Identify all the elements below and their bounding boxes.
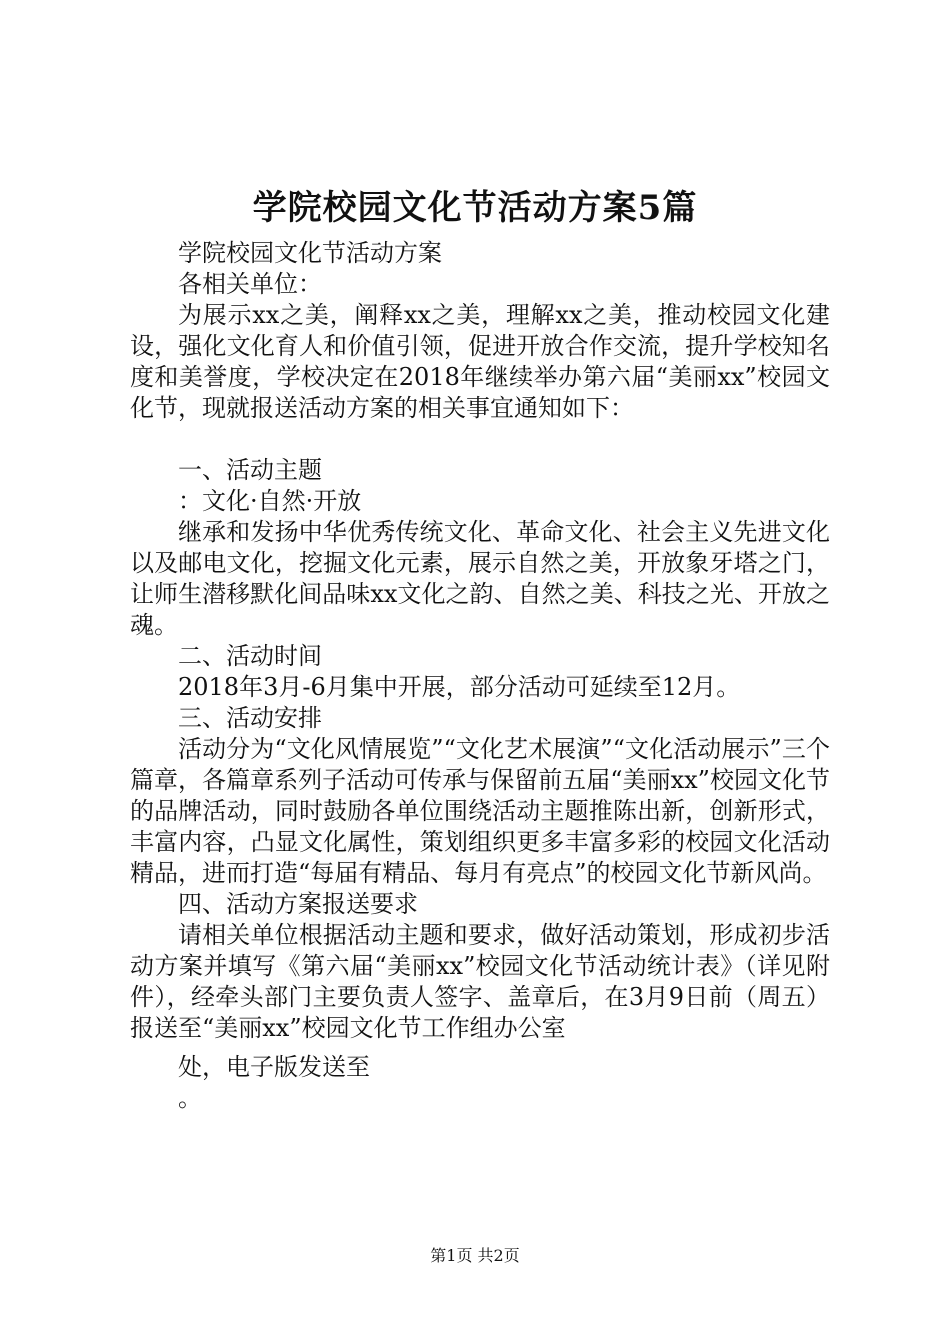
paragraph-gap [130,424,830,455]
document-title: 学院校园文化节活动方案5篇 [252,188,698,228]
office-line: 处，电子版发送至 [178,1053,370,1081]
intro-paragraph: 为展示xx之美，阐释xx之美，理解xx之美，推动校园文化建设，强化文化育人和价值引领，促进开放合作交流，提升学校知名度和美誉度，学校决定在2018年继续举办第六届“美丽xx”校园文化节，现就报送活动方案的相关事宜通知如下： [130,301,830,422]
paragraph-gap [130,1044,830,1052]
theme-line: ：文化·自然·开放 [178,487,362,515]
section-heading-submit: 四、活动方案报送要求 [178,890,418,918]
section-heading-theme: 一、活动主题 [178,456,322,484]
section-heading-time: 二、活动时间 [178,642,322,670]
section-heading-arrangement: 三、活动安排 [178,704,322,732]
page-footer: 第1页 共2页 [430,1246,520,1265]
arrangement-paragraph: 活动分为“文化风情展览”“文化艺术展演”“文化活动展示”三个篇章，各篇章系列子活动可传承与保留前五届“美丽xx”校园文化节的品牌活动，同时鼓励各单位围绕活动主题推陈出新，创新形式，丰富内容，凸显文化属性，策划组织更多丰富多彩的校园文化活动精品，进而打造“每届有精品、每月有亮点”的校园文化节新风尚。 [130,735,830,887]
theme-paragraph: 继承和发扬中华优秀传统文化、革命文化、社会主义先进文化以及邮电文化，挖掘文化元素，展示自然之美，开放象牙塔之门，让师生潜移默化间品味xx文化之韵、自然之美、科技之光、开放之魂。 [130,518,830,639]
subtitle-line: 学院校园文化节活动方案 [178,239,442,267]
end-mark: 。 [178,1084,202,1112]
submit-paragraph: 请相关单位根据活动主题和要求，做好活动策划，形成初步活动方案并填写《第六届“美丽xx”校园文化节活动统计表》（详见附件），经牵头部门主要负责人签字、盖章后，在3月9日前（周五）报送至“美丽xx”校园文化节工作组办公室 [130,921,830,1042]
document-body [130,238,830,1114]
salutation-line: 各相关单位： [178,270,322,298]
time-paragraph: 2018年3月-6月集中开展，部分活动可延续至12月。 [178,673,741,701]
